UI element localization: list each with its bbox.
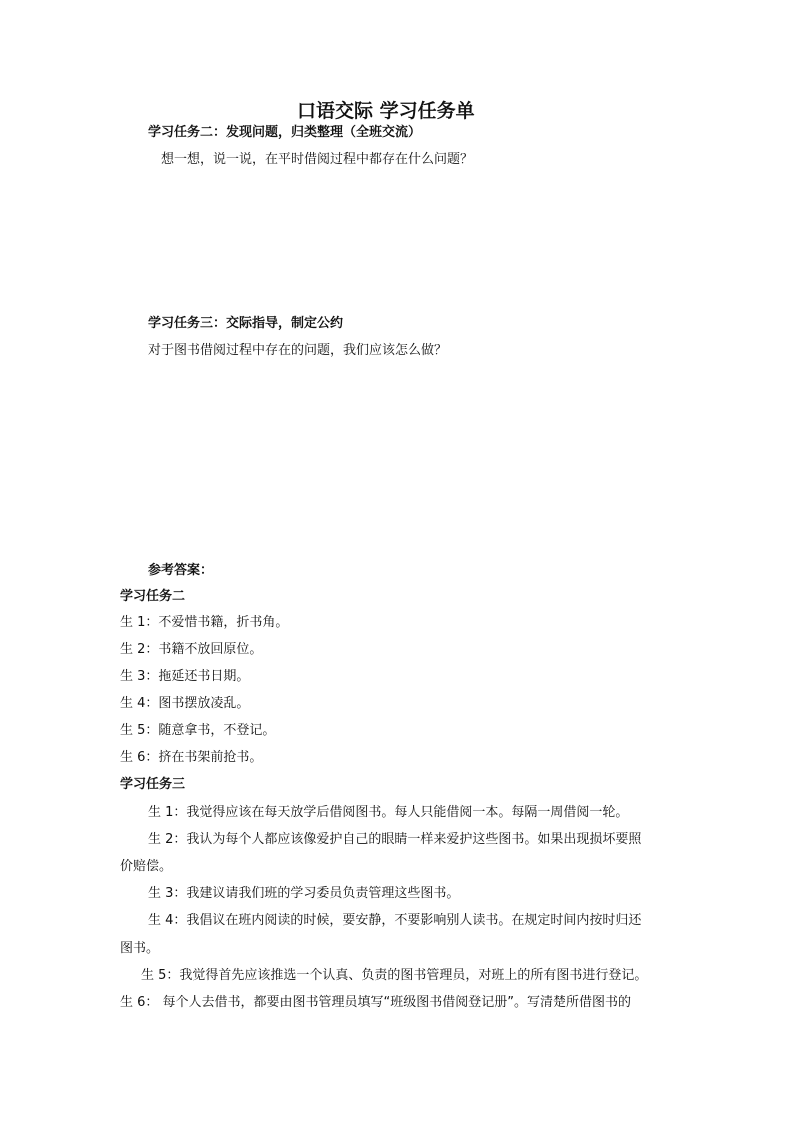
answer-task2-item: 生 4：图书摆放凌乱。 xyxy=(120,696,250,711)
answer-task3-line: 价赔偿。 xyxy=(120,859,173,874)
answer-task3-line: 图书。 xyxy=(120,941,160,956)
answer-task3-line: 生 1：我觉得应该在每天放学后借阅图书。每人只能借阅一本。每隔一周借阅一轮。 xyxy=(148,805,629,820)
task3-prompt: 对于图书借阅过程中存在的问题，我们应该怎么做？ xyxy=(148,343,448,358)
task2-heading: 学习任务二：发现问题，归类整理（全班交流） xyxy=(148,125,422,140)
page-title: 口语交际 学习任务单 xyxy=(297,100,475,122)
answer-task2-item: 生 6：挤在书架前抢书。 xyxy=(120,750,263,765)
answers-task2-label: 学习任务二 xyxy=(120,589,186,604)
answer-task3-line: 生 6： 每个人去借书，都要由图书管理员填写“班级图书借阅登记册”。写清楚所借图书的 xyxy=(120,995,632,1010)
answer-task3-line: 生 4：我倡议在班内阅读的时候，要安静，不要影响别人读书。在规定时间内按时归还 xyxy=(148,913,642,928)
answer-task2-item: 生 3：拖延还书日期。 xyxy=(120,669,250,684)
task3-heading: 学习任务三：交际指导，制定公约 xyxy=(148,316,344,331)
answer-task2-item: 生 5：随意拿书，不登记。 xyxy=(120,723,276,738)
answer-task2-item: 生 2：书籍不放回原位。 xyxy=(120,642,263,657)
task2-prompt: 想一想，说一说，在平时借阅过程中都存在什么问题？ xyxy=(161,152,474,167)
answer-task3-line: 生 2：我认为每个人都应该像爱护自己的眼睛一样来爱护这些图书。如果出现损坏要照 xyxy=(148,832,642,847)
answer-task3-line: 生 3：我建议请我们班的学习委员负责管理这些图书。 xyxy=(148,886,460,901)
answers-task3-label: 学习任务三 xyxy=(120,777,186,792)
answer-task3-line: 生 5：我觉得首先应该推选一个认真、负责的图书管理员，对班上的所有图书进行登记。 xyxy=(141,968,648,983)
answers-heading: 参考答案： xyxy=(148,563,214,578)
answer-task2-item: 生 1：不爱惜书籍，折书角。 xyxy=(120,615,289,630)
